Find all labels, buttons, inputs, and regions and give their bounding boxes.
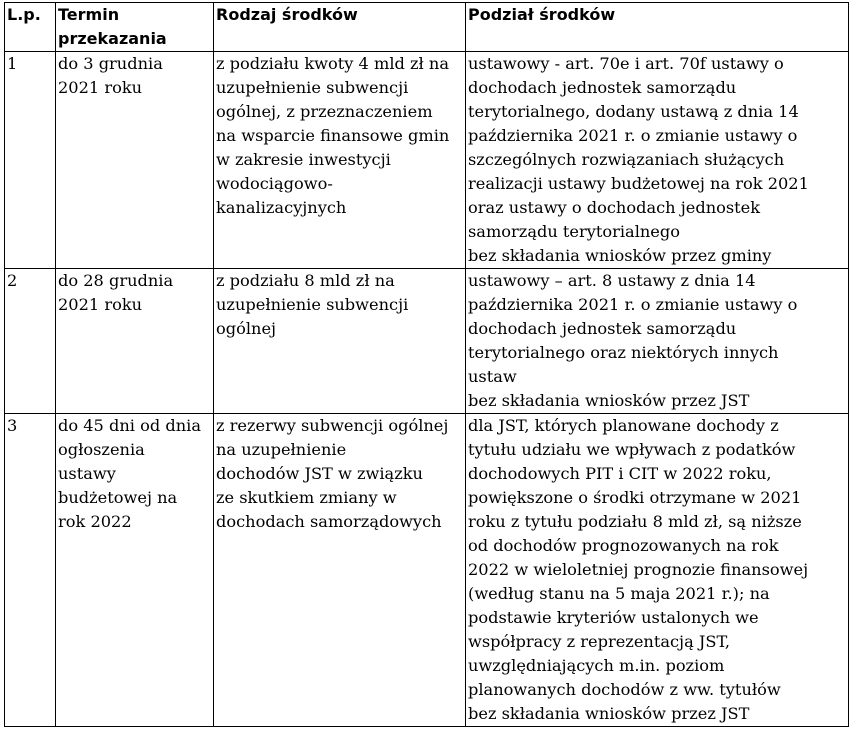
- cell-termin-line: 2021 roku: [58, 295, 143, 314]
- cell-termin-line: 2021 roku: [58, 78, 143, 97]
- allocation-table: [4, 2, 849, 727]
- cell-podzial-line: ustawowy - art. 70e i art. 70f ustawy o: [468, 54, 784, 73]
- header-row: [5, 3, 849, 52]
- cell-rodzaj-line: z podziału 8 mld zł na: [216, 271, 395, 290]
- cell-rodzaj: [214, 269, 466, 414]
- cell-podzial: [466, 414, 849, 727]
- cell-termin-line: rok 2022: [58, 512, 132, 531]
- cell-podzial-line: szczególnych rozwiązaniach służących: [468, 150, 785, 169]
- cell-termin-line: ogłoszenia: [58, 440, 145, 459]
- cell-rodzaj-line: uzupełnienie subwencji: [216, 295, 409, 314]
- cell-termin: [56, 269, 214, 414]
- cell-podzial-line: samorządu terytorialnego: [468, 222, 680, 241]
- cell-rodzaj-line: na uzupełnienie: [216, 440, 347, 459]
- cell-podzial-line: bez składania wniosków przez gminy: [468, 246, 772, 265]
- header-rodzaj: Rodzaj środków: [214, 3, 466, 52]
- cell-rodzaj-line: ogólnej: [216, 319, 277, 338]
- header-termin-line: Termin: [58, 5, 120, 24]
- cell-podzial-line: dochodach jednostek samorządu: [468, 78, 737, 97]
- cell-podzial-line: planowanych dochodów z ww. tytułów: [468, 680, 781, 699]
- cell-podzial-line: terytorialnego oraz niektórych innych: [468, 343, 779, 362]
- cell-podzial-line: października 2021 r. o zmianie ustawy o: [468, 126, 798, 145]
- cell-podzial-line: współpracy z reprezentacją JST,: [468, 632, 731, 651]
- cell-rodzaj-line: ze skutkiem zmiany w: [216, 488, 397, 507]
- cell-termin-line: ustawy: [58, 464, 116, 483]
- cell-rodzaj-line: z podziału kwoty 4 mld zł na: [216, 54, 450, 73]
- cell-termin: [56, 414, 214, 727]
- cell-podzial-line: terytorialnego, dodany ustawą z dnia 14: [468, 102, 799, 121]
- cell-lp: 3: [5, 414, 56, 727]
- cell-podzial-line: 2022 w wieloletniej prognozie finansowej: [468, 560, 809, 579]
- cell-podzial-line: bez składania wniosków przez JST: [468, 391, 750, 410]
- header-podzial: Podział środków: [466, 3, 849, 52]
- cell-podzial: [466, 269, 849, 414]
- cell-podzial-line: ustaw: [468, 367, 517, 386]
- cell-rodzaj-line: na wsparcie finansowe gmin: [216, 126, 450, 145]
- cell-podzial-line: tytułu udziału we wpływach z podatków: [468, 440, 796, 459]
- cell-podzial-line: uwzględniających m.in. poziom: [468, 656, 725, 675]
- cell-podzial-line: bez składania wniosków przez JST: [468, 704, 750, 723]
- table-row: [5, 414, 849, 727]
- cell-podzial-line: ustawowy – art. 8 ustawy z dnia 14: [468, 271, 756, 290]
- cell-podzial-line: od dochodów prognozowanych na rok: [468, 536, 779, 555]
- cell-termin-line: do 45 dni od dnia: [58, 416, 201, 435]
- cell-rodzaj-line: dochodów JST w związku: [216, 464, 423, 483]
- cell-podzial-line: (według stanu na 5 maja 2021 r.); na: [468, 584, 770, 603]
- cell-lp: 1: [5, 52, 56, 269]
- cell-podzial: [466, 52, 849, 269]
- cell-podzial-line: dochodowych PIT i CIT w 2022 roku,: [468, 464, 772, 483]
- cell-podzial-line: realizacji ustawy budżetowej na rok 2021: [468, 174, 809, 193]
- cell-podzial-line: dla JST, których planowane dochody z: [468, 416, 779, 435]
- cell-podzial-line: powiększone o środki otrzymane w 2021: [468, 488, 802, 507]
- cell-rodzaj-line: wodociągowo-: [216, 174, 333, 193]
- cell-podzial-line: roku z tytułu podziału 8 mld zł, są niższe: [468, 512, 802, 531]
- cell-rodzaj: [214, 414, 466, 727]
- cell-termin-line: budżetowej na: [58, 488, 178, 507]
- cell-podzial-line: października 2021 r. o zmianie ustawy o: [468, 295, 798, 314]
- cell-rodzaj-line: kanalizacyjnych: [216, 198, 347, 217]
- cell-rodzaj-line: w zakresie inwestycji: [216, 150, 391, 169]
- cell-rodzaj-line: z rezerwy subwencji ogólnej: [216, 416, 449, 435]
- cell-rodzaj-line: uzupełnienie subwencji: [216, 78, 409, 97]
- cell-termin-line: do 28 grudnia: [58, 271, 174, 290]
- header-termin-line: przekazania: [58, 29, 167, 48]
- table-row: [5, 269, 849, 414]
- cell-rodzaj-line: ogólnej, z przeznaczeniem: [216, 102, 433, 121]
- cell-termin: [56, 52, 214, 269]
- cell-podzial-line: oraz ustawy o dochodach jednostek: [468, 198, 761, 217]
- header-lp: L.p.: [5, 3, 56, 52]
- header-termin: [56, 3, 214, 52]
- cell-termin-line: do 3 grudnia: [58, 54, 163, 73]
- table-row: [5, 52, 849, 269]
- cell-rodzaj: [214, 52, 466, 269]
- cell-lp: 2: [5, 269, 56, 414]
- cell-rodzaj-line: dochodach samorządowych: [216, 512, 442, 531]
- cell-podzial-line: dochodach jednostek samorządu: [468, 319, 737, 338]
- cell-podzial-line: podstawie kryteriów ustalonych we: [468, 608, 759, 627]
